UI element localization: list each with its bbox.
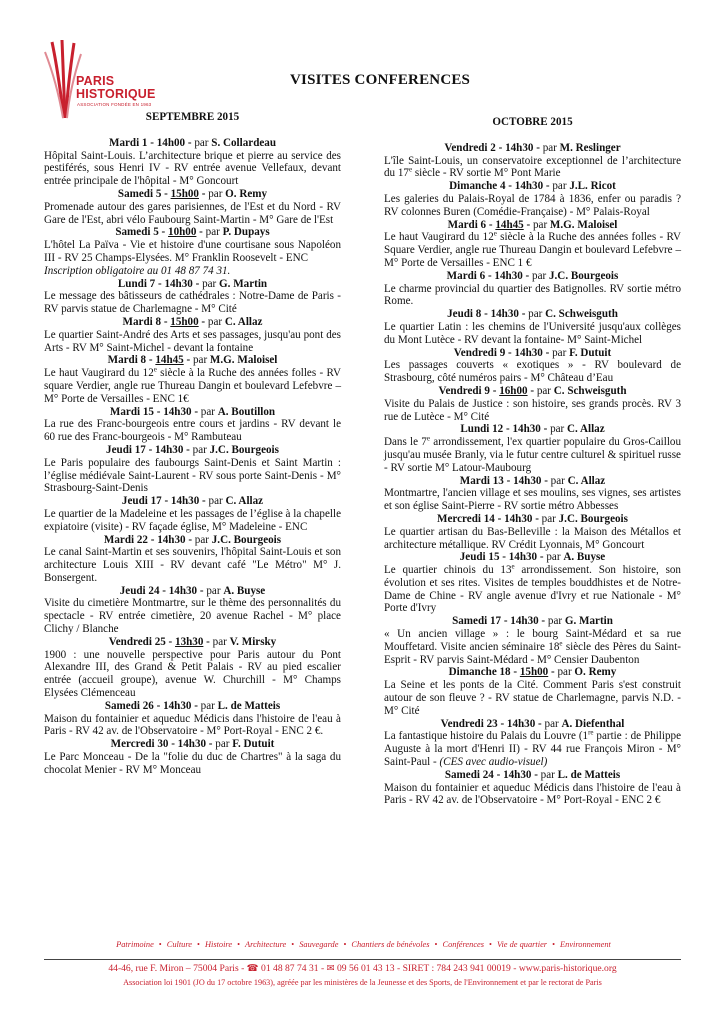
logo-text-paris: PARIS [76,74,115,88]
event-guide: J.C. Bourgeois [209,443,279,456]
event-description: La rue des Franc-bourgeois entre cours et jardins - RV devant le 60 rue des Franc-bourgeois - M° Rambuteau [44,418,341,444]
event-guide: M.G. Maloisel [549,218,618,231]
event-guide: G. Martin [219,277,268,290]
event-item [384,718,681,769]
event-date: Mardi 8 - [122,315,171,328]
event-by: par [215,738,233,751]
event-separator: - [527,384,537,397]
event-heading [44,226,341,239]
event-heading [384,666,681,679]
event-item [44,585,341,636]
bullet-icon: • [343,940,347,949]
event-guide: A. Diefenthal [561,717,625,730]
event-heading [44,406,341,419]
month-heading: OCTOBRE 2015 [492,116,573,128]
event-item [384,615,681,666]
event-time: 15h00 [170,315,199,328]
theme-item: Environnement [560,940,611,949]
event-date: Mardi 6 - 14h30 - [446,269,533,282]
event-guide: C. Schweisguth [553,384,627,397]
event-date: Lundi 12 - 14h30 - [460,423,551,436]
event-by: par [194,533,212,546]
event-item [44,534,341,585]
event-by: par [212,635,230,648]
event-description [384,155,681,181]
event-description: Le quartier Saint-André des Arts et ses passages, jusqu'au pont des Arts - RV M° Saint-Michel - devant la fontaine [44,328,341,354]
event-date: Mercredi 30 - 14h30 - [110,738,216,751]
event-by: par [552,180,570,193]
event-by: par [536,384,554,397]
event-guide: O. Remy [225,187,268,200]
event-date: Mardi 15 - 14h30 - [109,405,201,418]
event-item [44,226,341,277]
event-by: par [208,495,226,508]
event-by: par [528,308,546,321]
event-description [384,231,681,269]
event-date: Jeudi 17 - 14h30 - [106,443,193,456]
event-separator: - [183,354,193,367]
event-item [384,551,681,615]
event-item [44,738,341,776]
event-guide: M.G. Maloisel [209,354,278,367]
event-date: Vendredi 9 - 14h30 - [453,346,553,359]
event-date: Samedi 24 - 14h30 - [444,768,541,781]
event-description [384,564,681,615]
event-item [44,188,341,226]
event-date: Mardi 13 - 14h30 - [459,474,551,487]
event-heading [44,636,341,649]
event-item [44,444,341,495]
event-by: par [541,512,559,525]
event-description: La Seine et les ponts de la Cité. Comment Paris s'est construit autour de son fleuve ? - RV statue de Charlemagne, parvis N.D. - M° Cité [384,679,681,717]
event-time: 14h45 [495,218,524,231]
paris-historique-logo [44,40,164,120]
event-by: par [552,346,570,359]
event-description-text: partie : de Philippe Auguste à la mort d'Henri II) - RV 44 rue François Miron - M° Saint-Paul - [384,730,681,769]
event-heading [384,347,681,360]
event-heading [44,354,341,367]
bullet-icon: • [291,940,295,949]
event-date: Jeudi 15 - 14h30 - [459,551,547,564]
event-date: Vendredi 9 - [438,384,500,397]
theme-item: Sauvegarde [299,940,339,949]
event-description [384,730,681,768]
event-guide: O. Remy [574,666,617,679]
event-heading [384,551,681,564]
event-guide: G. Martin [564,615,613,628]
event-guide: C. Allaz [567,423,605,436]
ordinal-suffix: e [153,365,157,374]
event-heading [44,534,341,547]
event-date: Samedi 5 - [115,226,169,239]
ordinal-suffix: e [559,639,563,648]
event-date: Lundi 7 - 14h30 - [117,277,203,290]
event-date: Dimanche 4 - 14h30 - [449,180,553,193]
event-by: par [557,666,575,679]
event-item [384,180,681,218]
event-description: Le quartier de la Madeleine et les passages de l’église à la chapelle expiatoire (visite) - RV façade église, M° Madeleine - ENC [44,507,341,533]
event-by: par [544,717,562,730]
event-heading [44,585,341,598]
event-description: Hôpital Saint-Louis. L’architecture brique et pierre au service des pestiférés, sous Henri IV - RV entrée avenue Vellefaux, devant entrée principale de l'hôpital - M° Goncourt [44,149,341,188]
event-item [44,316,341,354]
event-description-text: L'île Saint-Louis, un conservatoire exceptionnel de l’architecture du 17 [384,154,681,180]
event-separator: - [523,218,533,231]
event-date: Mardi 6 - [447,218,496,231]
event-date: Samedi 26 - 14h30 - [104,699,201,712]
event-item [384,475,681,513]
theme-item: Conférences [442,940,485,949]
event-by: par [206,584,224,597]
event-description-text: La fantastique histoire du Palais du Louvre (1 [384,730,589,743]
event-separator: - [548,666,558,679]
footer-legal-notice: Association loi 1901 (JO du 17 octobre 1963), agréée par les ministères de la Jeunesse et des Sports, de l'Environnement et par le rectorat de Paris [123,978,602,987]
ordinal-suffix: e [408,165,413,174]
event-item [44,700,341,738]
event-description: Maison du fontainier et aqueduc Médicis dans l'histoire de l'eau à Paris - RV 42 av. de l'Observatoire - M° Port-Royal - ENC 2 €. [44,712,341,738]
event-by: par [200,405,218,418]
event-description-text: arrondissement, l'ex quartier populaire du Gros-Caillou jusqu'au musée Branly, via le futur centre culturel & spirituel russe - RV sortie M° Latour-Maubourg [384,436,681,474]
event-note: Inscription obligatoire au 01 48 87 74 31. [44,264,231,277]
event-description-text: « Un ancien village » : le bourg Saint-Médard et sa rue Mouffetard. Visite ancien séminaire 18 [384,628,681,653]
event-heading [44,316,341,329]
event-description-text: siècle - RV sortie M° Pont Marie [412,167,561,180]
event-item [384,308,681,346]
event-date: Vendredi 25 - [108,635,176,648]
event-description: Le Parc Monceau - De la "folie du duc de Chartres" à la saga du chocolat Menier - RV M° Monceau [44,751,341,776]
event-date: Vendredi 2 - 14h30 - [444,141,543,154]
event-heading [384,769,681,782]
event-time: 10h00 [168,226,197,239]
event-time: 13h30 [175,635,204,648]
event-guide: C. Allaz [225,495,264,508]
event-description-text: Dans le 7 [384,436,427,449]
event-description: 1900 : une nouvelle perspective pour Paris autour du Pont Alexandre III, des Grand & Petit Palais - RV au pied escalier entrée (accueil groupe), avenue W. Churchill - M° Champs Elysées Clémenceau [44,648,341,700]
event-description-text: siècle à la Ruche des années folles - RV square Verdier, angle rue Thureau Dangin et boulevard Lefebvre – M° Porte de Versailles - ENC 1€ [44,367,341,405]
event-heading [44,495,341,508]
event-item [384,385,681,423]
event-description-text: siècle des Pères du Saint-Esprit - RV parvis Saint-Médard - M° Censier Daubenton [384,640,682,666]
event-heading [384,180,681,193]
event-date: Vendredi 23 - 14h30 - [440,717,545,730]
event-heading [384,615,681,628]
event-separator: - [198,187,209,200]
bullet-icon: • [158,940,162,949]
event-item [44,354,341,405]
ordinal-suffix: e [511,562,515,571]
event-description: Visite du cimetière Montmartre, sur le thème des personnalités du spectacle - RV entrée cimetière, 20 avenue Rachel - M° place Clichy / Blanche [44,597,341,636]
theme-item: Chantiers de bénévoles [351,940,430,949]
month-heading: SEPTEMBRE 2015 [145,111,240,123]
event-description: Le charme provincial du quartier des Batignolles. RV sortie métro Rome. [384,282,681,308]
event-heading [384,308,681,321]
event-heading [44,700,341,713]
event-date: Samedi 5 - [117,187,171,200]
event-by: par [207,315,225,328]
event-by: par [546,551,564,564]
event-heading [384,385,681,398]
event-description: Les galeries du Palais-Royal de 1784 à 1836, enfer ou paradis ? RV colonnes Buren (Comédie-Française) - M° Palais-Royal [384,192,681,218]
event-date: Jeudi 8 - 14h30 - [447,308,529,321]
event-description: Le quartier artisan du Bas-Belleville : la Maison des Métallos et architecture métallique. RV Crédit Lyonnais, M° Goncourt [384,525,681,551]
event-description [44,367,341,405]
event-separator: - [203,635,213,648]
event-date: Jeudi 24 - 14h30 - [119,584,207,597]
event-guide: J.C. Bourgeois [548,269,619,282]
event-date: Jeudi 17 - 14h30 - [121,495,209,508]
event-description: Visite du Palais de Justice : son histoire, ses grands procès. RV 3 rue de Lutèce - M° Cité [384,397,681,423]
event-guide: L. de Matteis [557,768,621,781]
event-item [44,137,341,188]
event-guide: F. Dutuit [232,738,275,751]
event-list [44,137,341,777]
event-by: par [542,141,560,154]
event-heading [44,137,341,150]
event-guide: F. Dutuit [569,346,612,359]
event-item [44,495,341,533]
event-item [384,423,681,474]
ordinal-suffix: re [588,728,594,737]
event-time: 15h00 [170,187,199,200]
event-time: 15h00 [519,666,549,679]
event-by: par [550,474,568,487]
event-heading [384,513,681,526]
event-heading [384,219,681,232]
event-item [384,270,681,308]
event-heading [384,718,681,731]
event-date: Mardi 22 - 14h30 - [103,533,195,546]
event-guide: A. Boutillon [217,405,276,418]
event-by: par [192,354,210,367]
event-guide: J.C. Bourgeois [211,533,282,546]
event-date: Mercredi 14 - 14h30 - [437,512,542,525]
theme-item: Culture [166,940,193,949]
event-date: Mardi 8 - [107,354,156,367]
event-item [384,513,681,551]
event-description [384,436,681,474]
event-description-text: siècle à la Ruche des années folles - RV Square Verdier, angle rue Thureau Dangin et boulevard Lefebvre – M° Porte de Versailles - ENC 1 € [384,231,681,269]
ordinal-suffix: e [426,434,430,443]
event-heading [384,475,681,488]
bullet-icon: • [197,940,200,949]
event-description: Le message des bâtisseurs de cathédrales : Notre-Dame de Paris - RV parvis statue de Charlemagne - M° Cité [44,290,341,316]
event-list [384,142,681,807]
event-item [384,142,681,180]
event-guide: C. Allaz [224,315,263,328]
themes-banner [56,940,671,949]
event-description: L'hôtel La Païva - Vie et histoire d'une courtisane sous Napoléon III - RV 25 Champs-Elysées. M° Franklin Roosevelt - ENC [44,239,341,264]
event-guide: P. Dupays [222,226,270,239]
event-item [384,347,681,385]
event-by: par [532,269,549,282]
event-item [384,219,681,270]
september-column [44,111,341,777]
event-date: Mardi 1 - 14h00 - [108,136,195,149]
bullet-icon: • [434,940,438,949]
event-separator: - [198,315,208,328]
event-heading [44,444,341,457]
event-description: Promenade autour des gares parisiennes, de l'Est et du Nord - RV Gare de l'Est, abri vélo Faubourg Saint-Martin - M° Gare de l'Est [44,200,341,226]
event-guide: V. Mirsky [229,635,277,648]
event-by: par [208,187,226,200]
event-item [44,636,341,700]
event-by: par [547,615,565,628]
event-guide: A. Buyse [563,551,606,564]
event-time: 14h45 [155,354,184,367]
event-date: Dimanche 18 - [448,666,520,679]
event-guide: C. Schweisguth [545,308,618,321]
bullet-icon: • [237,940,241,949]
event-guide: C. Allaz [567,474,606,487]
event-separator: - [196,226,206,239]
event-guide: J.C. Bourgeois [558,512,628,525]
event-guide: L. de Matteis [217,699,281,712]
event-by: par [550,423,568,436]
event-date: Samedi 17 - 14h30 - [452,615,548,628]
event-heading [44,738,341,751]
event-description-text: Le quartier chinois du 13 [384,564,512,577]
bullet-icon: • [489,940,492,949]
theme-item: Architecture [245,940,287,949]
page-title: VISITES CONFERENCES [290,72,471,88]
event-description [384,628,681,666]
event-description-text: Le haut Vaugirard du 12 [384,231,494,244]
event-by: par [540,768,558,781]
event-by: par [194,136,212,149]
event-description-text: Le haut Vaugirard du 12 [44,367,154,380]
event-item [44,278,341,316]
theme-item: Vie de quartier [496,940,548,949]
event-description: Le quartier Latin : les chemins de l'Université jusqu'aux collèges du Mont Lutèce - RV devant la fontaine- M° Saint-Michel [384,320,681,346]
event-description: Le canal Saint-Martin et ses souvenirs, l'hôpital Saint-Louis et son architecture Louis XIII - RV devant café "Le Métro" M° J. Bonsergent. [44,546,341,584]
bullet-icon: • [552,940,556,949]
event-description-note: (CES avec audio-visuel) [439,756,548,769]
event-guide: J.L. Ricot [569,180,616,193]
event-description: Le Paris populaire des faubourgs Saint-Denis et Saint Martin : l’église médiévale Saint-Laurent - RV sous porte Saint-Denis - M° Strasbourg-Saint-Denis [44,456,341,495]
ordinal-suffix: e [493,229,497,238]
event-by: par [205,226,223,239]
event-by: par [532,218,550,231]
event-guide: A. Buyse [223,584,266,597]
event-description-text: arrondissement. Son histoire, son évolution et ses rites. Visites de temples bouddhistes et de Notre-Dame de Chine - RV angle avenue d'Ivry et rue Nationale - M° Porte d'Ivry [384,564,681,615]
october-column [384,116,681,807]
event-heading [384,142,681,155]
event-guide: M. Reslinger [559,141,621,154]
event-item [384,666,681,717]
event-by: par [200,699,218,712]
logo-text-historique: HISTORIQUE [76,87,156,101]
event-description: Les passages couverts « exotiques » - RV boulevard de Strasbourg, côté numéros pairs - M° Château d’Eau [384,359,681,385]
theme-item: Patrimoine [116,940,154,949]
event-item [384,769,681,807]
event-guide: S. Collardeau [211,136,277,149]
event-time: 16h00 [499,384,528,397]
event-item [44,406,341,444]
event-description: Montmartre, l'ancien village et ses moulins, ses vignes, ses artistes et son église Saint-Pierre - RV sortie métro Abbesses [384,487,681,513]
event-heading [44,278,341,291]
event-heading [384,270,681,283]
footer-address: 44-46, rue F. Miron – 75004 Paris - ☎ 01 48 87 74 31 - ✉ 09 56 01 43 13 - SIRET : 784 243 941 00019 - www.paris-historique.org [108,963,617,974]
footer-divider [44,959,681,960]
event-by: par [202,277,220,290]
event-description: Maison du fontainier et aqueduc Médicis dans l'histoire de l'eau à Paris - RV 42 av. de l'Observatoire - M° Port-Royal - ENC 2 € [384,781,681,807]
logo-text-tagline: ASSOCIATION FONDÉE EN 1963 [77,102,152,107]
theme-item: Histoire [204,940,233,949]
event-heading [44,188,341,201]
event-by: par [192,443,210,456]
